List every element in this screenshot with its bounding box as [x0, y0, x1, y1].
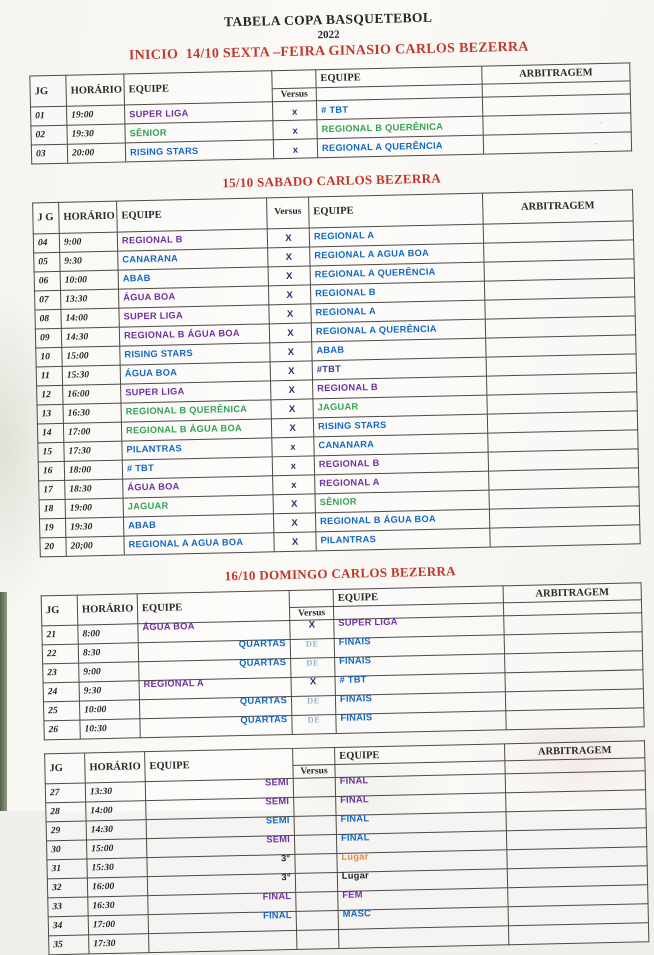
versus-cell	[295, 873, 337, 893]
game-number-cell: 18	[39, 499, 65, 519]
versus-cell	[268, 285, 310, 305]
team-name: SUPER LIGA	[129, 108, 189, 120]
team-name: FINAL	[340, 813, 370, 824]
page-subtitle: INICIO 14/10 SEXTA –FEIRA GINASIO CARLOS BEZERRA	[128, 39, 529, 64]
pencil-mark: -	[594, 138, 597, 148]
time-cell: 14:30	[86, 820, 146, 840]
team-name: SUPER LIGA	[338, 616, 398, 628]
versus-cell	[273, 475, 315, 495]
time-cell: 16:30	[63, 403, 121, 423]
time-cell: 14:00	[61, 308, 119, 328]
game-number-cell: 05	[34, 252, 60, 272]
versus-x-mark: X	[291, 536, 299, 548]
team-name: ÁGUA BOA	[142, 621, 195, 633]
time-cell: 9:00	[59, 232, 117, 252]
team-name: SUPER LIGA	[125, 386, 185, 398]
versus-cell	[271, 399, 313, 419]
game-number-cell: 34	[48, 916, 88, 936]
home-team-cell	[124, 533, 274, 555]
versus-cell	[271, 380, 313, 400]
team-name: MASC	[342, 908, 372, 919]
versus-x-mark: X	[289, 422, 296, 434]
time-cell: 16:30	[88, 896, 148, 916]
column-header-horario: HORÁRIO	[59, 201, 118, 233]
team-name: # TBT	[321, 104, 349, 116]
versus-x-mark: x	[292, 144, 299, 156]
team-name: REGIONAL A QUERÊNCIA	[321, 140, 443, 154]
team-name: FINAL	[340, 794, 369, 805]
column-header-versus: Versus	[293, 765, 335, 779]
team-name: FEM	[342, 889, 363, 900]
game-number-cell: 35	[49, 935, 89, 955]
column-header-versus: Versus	[267, 197, 310, 229]
team-name: JAGUAR	[317, 401, 359, 413]
versus-x-mark: X	[287, 346, 295, 358]
team-name: CANARANA	[122, 253, 179, 265]
time-cell: 15:00	[62, 346, 120, 366]
versus-header-spacer	[289, 590, 333, 608]
versus-header-spacer	[272, 70, 316, 89]
versus-de-label: DE	[306, 657, 320, 668]
versus-cell	[272, 437, 314, 457]
column-header-equipe2: EQUIPE	[309, 193, 484, 228]
versus-cell	[270, 361, 312, 381]
versus-cell	[295, 854, 337, 874]
home-team-cell	[149, 930, 297, 952]
team-name: FINAIS	[339, 655, 372, 666]
time-cell: 14:00	[86, 801, 146, 821]
game-number-cell: 27	[45, 783, 85, 803]
time-cell: 17:30	[64, 441, 122, 461]
versus-cell	[268, 247, 310, 267]
team-name: REGIONAL B ÁGUA BOA	[123, 328, 240, 341]
game-number-cell: 16	[38, 461, 64, 481]
game-number-cell: 09	[35, 328, 61, 348]
game-number-cell: 25	[43, 701, 79, 721]
paper-edge-shadow	[0, 592, 7, 811]
away-team-cell	[316, 528, 490, 551]
team-name: FINAL	[340, 832, 370, 843]
game-number-cell: 33	[48, 897, 88, 917]
team-name: REGIONAL A	[313, 230, 375, 242]
column-header-horario: HORÁRIO	[66, 74, 125, 106]
versus-cell	[268, 266, 310, 286]
game-number-cell: 11	[36, 366, 62, 386]
home-team-cell	[140, 715, 292, 737]
game-number-cell: 26	[44, 720, 80, 740]
team-name: REGIONAL A	[143, 677, 205, 690]
game-number-cell: 04	[33, 233, 59, 253]
time-cell: 19:30	[67, 124, 125, 144]
game-number-cell: 03	[31, 144, 67, 164]
column-header-versus: Versus	[289, 607, 333, 621]
versus-cell	[296, 910, 338, 930]
game-number-cell: 28	[46, 802, 86, 822]
time-cell: 17:00	[88, 915, 148, 935]
versus-de-label: DE	[307, 714, 321, 725]
versus-cell	[293, 778, 335, 798]
game-number-cell: 23	[43, 663, 79, 683]
game-number-cell: 30	[47, 840, 87, 860]
versus-cell	[273, 494, 315, 514]
versus-cell	[272, 456, 314, 476]
versus-x-mark: x	[291, 479, 297, 491]
time-cell: 10:00	[79, 700, 139, 720]
column-header-equipe2: EQUIPE	[335, 744, 505, 765]
versus-de-label: DE	[305, 638, 319, 649]
column-header-arbitragem: ARBITRAGEM	[505, 741, 645, 761]
arbitragem-cell	[490, 525, 640, 547]
versus-x-mark: X	[287, 327, 294, 339]
arbitragem-cell	[483, 132, 631, 154]
time-cell: 16:00	[63, 384, 121, 404]
team-name: SÊNIOR	[319, 496, 357, 508]
versus-cell	[291, 658, 335, 678]
time-cell: 15:00	[87, 839, 147, 859]
versus-x-mark: X	[286, 308, 294, 320]
versus-cell	[273, 120, 317, 140]
team-name: #TBT	[316, 363, 342, 375]
team-name: FINAL	[262, 891, 292, 902]
versus-cell	[273, 139, 317, 159]
column-header-equipe2: EQUIPE	[333, 586, 503, 607]
team-name: FINAL	[262, 910, 292, 921]
team-name: SEMI	[264, 777, 289, 788]
away-team-cell	[317, 135, 483, 158]
team-name: REGIONAL B	[121, 234, 183, 246]
column-header-arbitragem: ARBITRAGEM	[503, 583, 641, 603]
schedule-area	[27, 62, 650, 955]
team-name: Lugar	[341, 870, 370, 881]
versus-cell	[292, 714, 336, 734]
team-name: REGIONAL A QUERÊNCIA	[315, 323, 437, 337]
team-name: REGIONAL A AGUA BOA	[128, 536, 244, 550]
game-number-cell: 08	[35, 309, 61, 329]
column-header-arbitragem: ARBITRAGEM	[482, 190, 633, 224]
schedule-table-3	[41, 582, 645, 740]
team-name: REGIONAL B QUERÊNICA	[321, 121, 444, 135]
pencil-mark: ,	[599, 115, 607, 125]
team-name: SÊNIOR	[129, 127, 167, 139]
versus-x-mark: X	[290, 498, 298, 510]
arbitragem-cell	[508, 923, 648, 945]
versus-x-mark: X	[308, 619, 316, 631]
time-cell: 19:00	[65, 498, 123, 518]
game-number-cell: 12	[37, 385, 63, 405]
game-number-cell: 13	[37, 404, 63, 424]
time-cell: 9:30	[60, 251, 118, 271]
team-name: FINAL	[339, 775, 369, 786]
team-name: REGIONAL B ÁGUA BOA	[319, 513, 437, 527]
time-cell: 17:00	[63, 422, 121, 442]
team-name: Lugar	[341, 851, 369, 862]
team-name: REGIONAL A	[319, 476, 380, 489]
versus-x-mark: x	[291, 106, 298, 118]
column-header-equipe1: EQUIPE	[124, 71, 273, 105]
versus-x-mark: X	[288, 384, 296, 396]
column-header-jg: JG	[30, 75, 67, 107]
time-cell: 10:00	[60, 270, 118, 290]
team-name: SEMI	[265, 815, 290, 826]
versus-cell	[271, 418, 313, 438]
column-header-equipe1: EQUIPE	[145, 748, 294, 781]
team-name: ÁGUA BOA	[127, 481, 180, 493]
team-name: PILANTRAS	[126, 443, 183, 455]
team-name: PILANTRAS	[320, 534, 377, 546]
day-heading: 15/10 SABADO CARLOS BEZERRA	[222, 170, 442, 191]
time-cell: 14:30	[61, 327, 119, 347]
team-name: FINAIS	[340, 712, 373, 723]
versus-cell	[291, 677, 335, 697]
column-header-equipe2: EQUIPE	[316, 66, 482, 88]
column-header-horario: HORÁRIO	[85, 752, 146, 783]
team-name: ÁGUA BOA	[123, 291, 176, 303]
team-name: QUARTAS	[240, 714, 288, 726]
time-cell: 13:30	[61, 289, 119, 309]
page-year: 2022	[317, 28, 340, 42]
game-number-cell: 10	[36, 347, 62, 367]
team-name: # TBT	[126, 462, 155, 474]
game-number-cell: 22	[42, 644, 78, 664]
versus-x-mark: X	[291, 517, 298, 529]
versus-cell	[294, 835, 336, 855]
versus-cell	[294, 816, 336, 836]
team-name: RISING STARS	[129, 145, 199, 158]
game-number-cell: 06	[34, 271, 60, 291]
team-name: QUARTAS	[238, 638, 286, 650]
game-number-cell: 32	[47, 878, 87, 898]
game-number-cell: 29	[46, 821, 86, 841]
versus-de-label: DE	[307, 695, 321, 706]
time-cell: 9:30	[79, 681, 139, 701]
time-cell: 15:30	[87, 858, 147, 878]
versus-cell	[269, 304, 311, 324]
team-name: REGIONAL B	[317, 382, 379, 394]
team-name: QUARTAS	[239, 695, 288, 707]
team-name: REGIONAL B	[315, 287, 376, 299]
time-cell: 18:30	[65, 479, 123, 499]
game-number-cell: 07	[35, 290, 61, 310]
column-header-jg: JG	[45, 753, 86, 784]
team-name: # TBT	[339, 674, 367, 685]
game-number-cell: 02	[31, 125, 67, 145]
team-name: REGIONAL A AGUA BOA	[314, 247, 430, 261]
versus-cell	[267, 228, 309, 248]
time-cell: 9:00	[79, 662, 139, 682]
column-header-horario: HORÁRIO	[77, 594, 138, 625]
versus-x-mark: X	[286, 289, 293, 301]
team-name: ABAB	[128, 519, 157, 531]
versus-x-mark: X	[288, 365, 295, 377]
team-name: REGIONAL B QUERÊNICA	[125, 403, 248, 417]
team-name: ABAB	[316, 344, 345, 356]
column-header-equipe1: EQUIPE	[117, 198, 268, 232]
column-header-versus: Versus	[272, 88, 316, 102]
time-cell: 8:30	[78, 643, 138, 663]
versus-cell	[291, 696, 335, 716]
time-cell: 13:30	[85, 782, 145, 802]
team-name: ÁGUA BOA	[124, 367, 178, 379]
team-name: SEMI	[265, 796, 290, 807]
team-name: RISING STARS	[124, 348, 193, 360]
game-number-cell: 01	[31, 106, 67, 126]
home-team-cell	[125, 140, 273, 162]
versus-cell	[273, 513, 315, 533]
game-number-cell: 24	[43, 682, 79, 702]
day-heading: 16/10 DOMINGO CARLOS BEZERRA	[224, 563, 456, 584]
column-header-jg: JG	[41, 595, 78, 626]
versus-x-mark: X	[285, 270, 293, 282]
versus-cell	[269, 323, 311, 343]
versus-cell	[297, 929, 339, 949]
versus-x-mark: X	[288, 403, 296, 415]
document-content	[26, 5, 650, 955]
versus-x-mark: X	[309, 676, 317, 688]
versus-cell	[270, 342, 312, 362]
game-number-cell: 15	[38, 442, 64, 462]
time-cell: 19:30	[65, 517, 123, 537]
away-team-cell	[336, 711, 506, 734]
versus-cell	[272, 101, 316, 121]
game-number-cell: 21	[42, 625, 78, 645]
game-number-cell: 14	[37, 423, 63, 443]
team-name: FINAIS	[338, 636, 371, 647]
team-name: SEMI	[266, 834, 291, 845]
team-name: RISING STARS	[317, 419, 387, 432]
column-header-arbitragem: ARBITRAGEM	[482, 63, 630, 84]
schedule-table-4	[44, 740, 649, 955]
game-number-cell: 20	[40, 537, 66, 557]
schedule-table-1	[29, 62, 632, 164]
game-number-cell: 31	[47, 859, 87, 879]
time-cell: 20;00	[66, 536, 124, 556]
time-cell: 20:00	[67, 143, 125, 163]
versus-x-mark: x	[290, 460, 297, 472]
team-name: SUPER LIGA	[123, 310, 184, 322]
team-name: JAGUAR	[127, 500, 169, 512]
versus-cell	[296, 891, 338, 911]
team-name: 3°	[281, 872, 291, 883]
column-header-jg: J G	[33, 202, 60, 234]
team-name: QUARTAS	[239, 657, 287, 669]
team-name: REGIONAL B ÁGUA BOA	[125, 422, 242, 436]
time-cell: 19:00	[66, 105, 124, 125]
team-name: ABAB	[122, 272, 151, 284]
versus-x-mark: X	[285, 232, 292, 244]
game-number-cell: 17	[39, 480, 65, 500]
away-team-cell	[339, 926, 509, 949]
versus-x-mark: X	[285, 251, 293, 263]
page-title: TABELA COPA BASQUETEBOL	[223, 9, 433, 30]
schedule-table-2	[32, 189, 641, 557]
versus-cell	[290, 639, 334, 659]
team-name: 3°	[280, 853, 291, 864]
versus-cell	[274, 532, 316, 552]
time-cell: 10:30	[80, 719, 140, 739]
versus-cell	[290, 620, 334, 640]
time-cell: 15:30	[62, 365, 120, 385]
column-header-equipe1: EQUIPE	[137, 590, 290, 623]
versus-x-mark: x	[292, 125, 298, 137]
team-name: REGIONAL B	[318, 457, 380, 470]
team-name: FINAIS	[339, 693, 373, 704]
time-cell: 17:30	[89, 934, 149, 954]
arbitragem-cell	[506, 708, 644, 730]
versus-cell	[294, 797, 336, 817]
game-number-cell: 19	[39, 518, 65, 538]
time-cell: 18:00	[64, 460, 122, 480]
time-cell: 16:00	[87, 877, 147, 897]
versus-x-mark: x	[290, 441, 296, 453]
team-name: CANANARA	[318, 439, 375, 451]
time-cell: 8:00	[78, 624, 138, 644]
versus-header-spacer	[293, 748, 335, 766]
team-name: REGIONAL A	[315, 306, 377, 318]
team-name: REGIONAL A QUERÊNCIA	[314, 266, 436, 280]
